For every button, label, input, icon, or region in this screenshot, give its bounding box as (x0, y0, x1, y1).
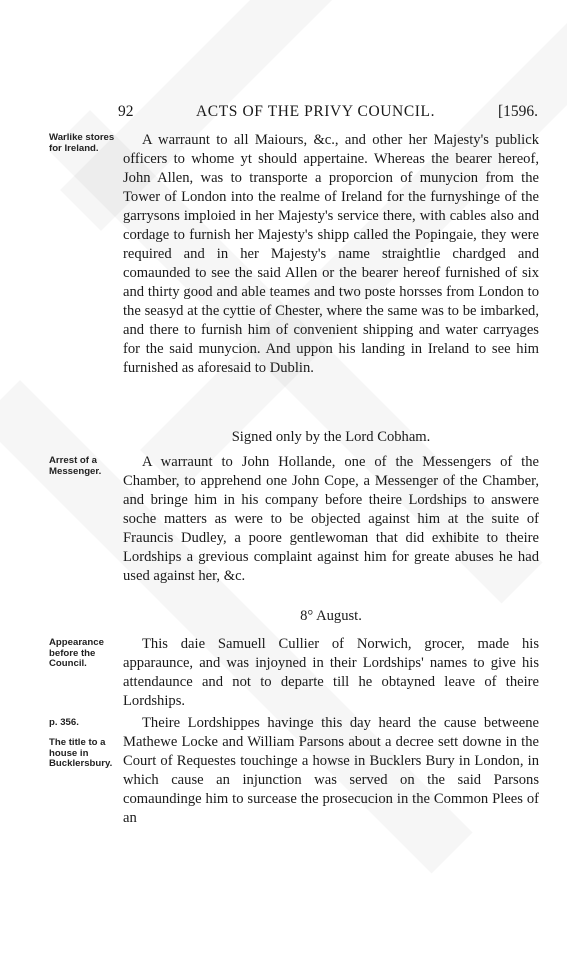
running-title: ACTS OF THE PRIVY COUNCIL. (196, 103, 436, 120)
date-heading: 8° August. (300, 608, 362, 624)
page-number: 92 (118, 103, 134, 120)
margin-note-title-house: The title to a house in Bucklersbury. (49, 737, 113, 769)
running-year: [1596. (497, 103, 538, 120)
margin-note-page-ref: p. 356. (49, 717, 79, 728)
margin-note-arrest: Arrest of a Messenger. (49, 455, 102, 477)
signed-note: Signed only by the Lord Cobham. (231, 429, 431, 445)
margin-note-warlike: Warlike stores for Ireland. (49, 132, 115, 154)
running-head (118, 103, 538, 125)
paragraph-cullier: This daie Samuell Cullier of Norwich, grocer, made his apparaunce, and was injoyned in their Lordships' names to give his attendaunce and not to departe till he obtayned leave of theire Lordships. (123, 636, 539, 709)
paragraph-locke-parsons: Theire Lordshippes havinge this day heard the cause betweene Mathewe Locke and William Parsons about a decree sett downe in the Court of Requestes touchinge a howse in Bucklers Bury in London, in which cause an injunction was served on the said Parsons comaundinge him to surcease the prosecucion in the Common Plees of an (123, 715, 539, 826)
paragraph-warrant-hollande: A warraunt to John Hollande, one of the Messengers of the Chamber, to apprehend one John Cope, a Messenger of the Chamber, and bringe him in his company before theire Lordships to answere soche matters as were to be objected against him at the suite of Frauncis Dudley, a poore gentlewoman that did exhibite to theire Lordships a grevious complaint against him for greate abuses he had used against her, &c. (123, 454, 539, 584)
margin-note-appearance: Appearance before the Council. (49, 637, 104, 669)
paragraph-warrant-allen: A warraunt to all Maiours, &c., and other her Majesty's publick officers to whome yt should appertaine. Whereas the bearer hereof, John Allen, was to transporte a proporcion of munycion from the Tower of London into the realme of Ireland for the furnyshinge of the garrysons imploied in her Majesty's service there, with cables also and cordage to furnish her Majesty's shipp called the Popingaie, they were required and in her Majesty's name straightlie chardged and comaunded to see the said Allen or the bearer hereof furnished of six and thirty good and able teames and two poste horsses from London to the seasyd at the cyttie of Chester, where the same was to be imbarked, and there to furnish him of convenient shipping and water carryages for the said munycion. And uppon his landing in Ireland to see him furnished as aforesaid to Dublin. (123, 132, 539, 376)
